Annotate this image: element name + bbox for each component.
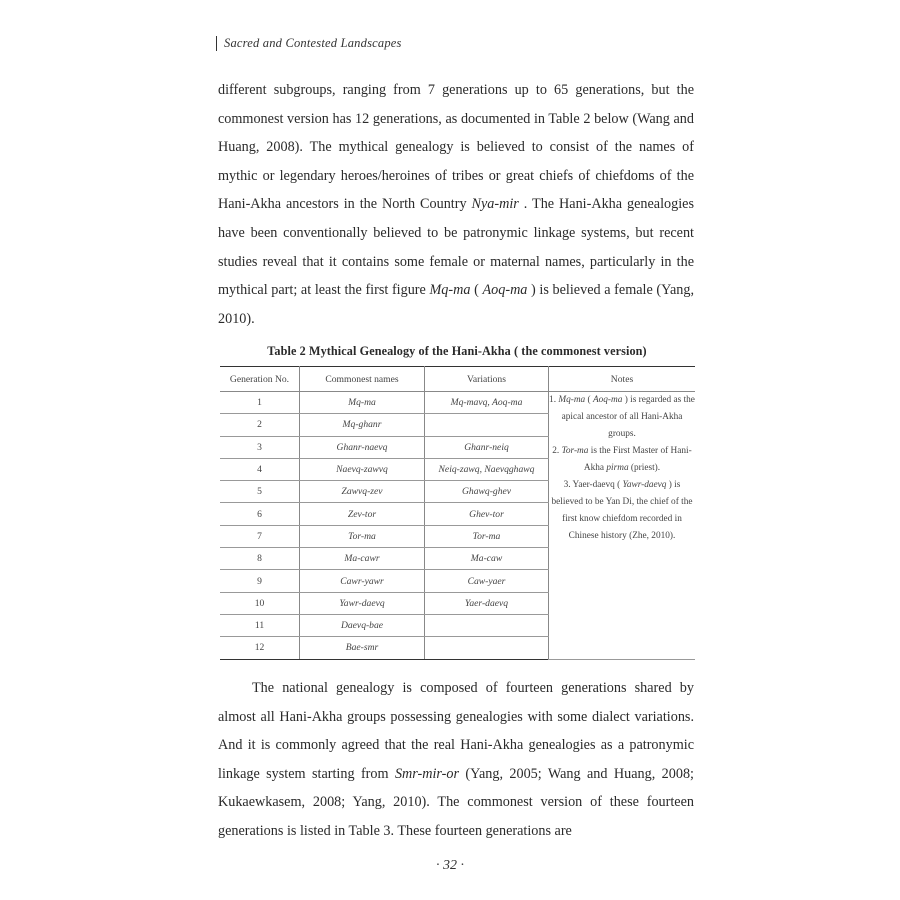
running-header (216, 36, 402, 51)
notes-cell (549, 392, 696, 660)
generation-number: 9 (220, 570, 300, 592)
commonest-name: Tor-ma (300, 525, 425, 547)
variation (425, 414, 549, 436)
commonest-name: Yawr-daevq (300, 592, 425, 614)
note-3: 3. Yaer-daevq ( Yawr-daevq ) is believed to be Yan Di, the chief of the first know chiefdom recorded in Chinese history (Zhe, 2010). (551, 480, 693, 541)
commonest-name: Daevq-bae (300, 614, 425, 636)
generation-number: 1 (220, 392, 300, 414)
italic-term: Nya-mir (471, 196, 519, 213)
commonest-name: Mq-ghanr (300, 414, 425, 436)
commonest-name: Naevq-zawvq (300, 458, 425, 480)
variation: Tor-ma (425, 525, 549, 547)
generation-number: 3 (220, 436, 300, 458)
generation-number: 6 (220, 503, 300, 525)
generation-number: 10 (220, 592, 300, 614)
variation (425, 637, 549, 659)
genealogy-table (220, 366, 695, 660)
page-number: · 32 · (436, 858, 464, 873)
note-1: 1. Mq-ma ( Aoq-ma ) is regarded as the apical ancestor of all Hani-Akha groups. (549, 395, 695, 439)
italic-term: Mq-ma (429, 282, 471, 299)
italic-term: Aoq-ma (482, 282, 528, 299)
paragraph-text: . The Hani-Akha genealogies have been conventionally believed to be patronymic linkage systems, but recent studies reveal that it contains some female or maternal names, particularly in the mythical part; at least the first figure (218, 196, 694, 299)
commonest-name: Zawvq-zev (300, 481, 425, 503)
paragraph-text: ) is believed a female (Yang, 2010). (218, 282, 694, 327)
generation-number: 12 (220, 637, 300, 659)
column-header-names: Commonest names (300, 367, 425, 392)
paragraph-text: (Yang, 2005; Wang and Huang, 2008; Kukaewkasem, 2008; Yang, 2010). The commonest version of these fourteen generations is listed in Table 3. These fourteen generations are (218, 765, 694, 839)
commonest-name: Ghanr-naevq (300, 436, 425, 458)
generation-number: 5 (220, 481, 300, 503)
variation: Caw-yaer (425, 570, 549, 592)
commonest-name: Zev-tor (300, 503, 425, 525)
commonest-name: Bae-smr (300, 637, 425, 659)
table-row (220, 392, 695, 414)
commonest-name: Ma-cawr (300, 548, 425, 570)
note-2: 2. Tor-ma is the First Master of Hani-Akha pirma (priest). (552, 446, 692, 473)
table-header-row (220, 367, 695, 392)
variation (425, 614, 549, 636)
variation: Ma-caw (425, 548, 549, 570)
body-paragraph-2 (218, 674, 694, 846)
commonest-name: Mq-ma (300, 392, 425, 414)
generation-number: 8 (220, 548, 300, 570)
paragraph-text: different subgroups, ranging from 7 generations up to 65 generations, but the commonest version has 12 generations, as documented in Table 2 below (Wang and Huang, 2008). The mythical genealogy is believed to consist of the names of mythic or legendary heroes/heroines of tribes or great chiefs of chiefdoms of the Hani-Akha ancestors in the North Country (218, 82, 694, 213)
running-title: Sacred and Contested Landscapes (224, 36, 402, 50)
variation: Ghanr-neiq (425, 436, 549, 458)
generation-number: 7 (220, 525, 300, 547)
variation: Yaer-daevq (425, 592, 549, 614)
generation-number: 11 (220, 614, 300, 636)
paragraph-text: The national genealogy is composed of fourteen generations shared by almost all Hani-Akha groups possessing genealogies with some dialect variations. And it is commonly agreed that the real Hani-Akha genealogies as a patronymic linkage system starting from (218, 680, 694, 782)
variation: Ghev-tor (425, 503, 549, 525)
variation: Mq-mavq, Aoq-ma (425, 392, 549, 414)
generation-number: 2 (220, 414, 300, 436)
generation-number: 4 (220, 458, 300, 480)
variation: Ghawq-ghev (425, 481, 549, 503)
italic-term: Smr-mir-or (394, 765, 460, 782)
commonest-name: Cawr-yawr (300, 570, 425, 592)
column-header-generation: Generation No. (220, 367, 300, 392)
table-caption: Table 2 Mythical Genealogy of the Hani-Akha ( the commonest version) (267, 344, 647, 358)
column-header-notes: Notes (549, 367, 696, 392)
body-paragraph-1 (218, 76, 694, 333)
column-header-variations: Variations (425, 367, 549, 392)
variation: Neiq-zawq, Naevqghawq (425, 458, 549, 480)
paragraph-text: ( (470, 282, 483, 299)
